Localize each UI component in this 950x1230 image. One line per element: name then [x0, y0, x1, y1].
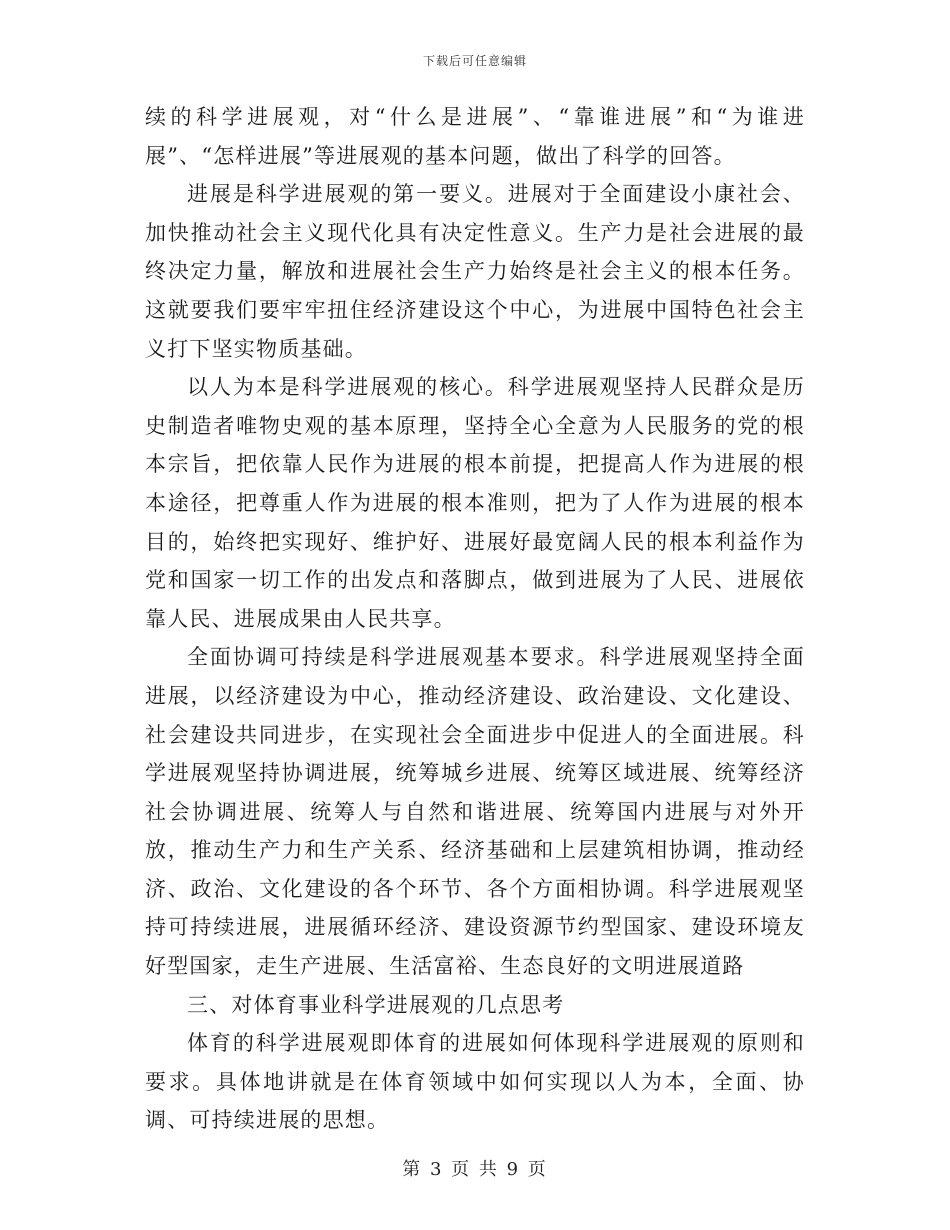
page-footer	[0, 1155, 950, 1181]
paragraph-people-oriented: 以人为本是科学进展观的核心。科学进展观坚持人民群众是历史制造者唯物史观的基本原理，坚持全心全意为人民服务的党的根本宗旨，把依靠人民作为进展的根本前提，把提高人作为进展的根本途径，把尊重人作为进展的根本准则，把为了人作为进展的根本目的，始终把实现好、维护好、进展好最宽阔人民的根本利益作为党和国家一切工作的出发点和落脚点，做到进展为了人民、进展依靠人民、进展成果由人民共享。	[145, 375, 805, 631]
page-number-label: 第 3 页 共 9 页	[402, 1159, 548, 1180]
page-header: 下载后可任意编辑	[422, 54, 527, 68]
document-body	[145, 98, 805, 1140]
paragraph-sports-development: 体育的科学进展观即体育的进展如何体现科学进展观的原则和要求。具体地讲就是在体育领域中如何实现以人为本，全面、协调、可持续进展的思想。	[145, 1031, 805, 1133]
paragraph-continuation: 续的科学进展观，对“什么是进展”、“靠谁进展”和“为谁进展”、“怎样进展”等进展观的基本问题，做出了科学的回答。	[145, 105, 805, 168]
paragraph-comprehensive-coordination: 全面协调可持续是科学进展观基本要求。科学进展观坚持全面进展，以经济建设为中心，推动经济建设、政治建设、文化建设、社会建设共同进步，在实现社会全面进步中促进人的全面进展。科学进展观坚持协调进展，统筹城乡进展、统筹区域进展、统筹经济社会协调进展、统筹人与自然和谐进展、统筹国内进展与对外开放，推动生产力和生产关系、经济基础和上层建筑相协调，推动经济、政治、文化建设的各个环节、各个方面相协调。科学进展观坚持可持续进展，进展循环经济、建设资源节约型国家、建设环境友好型国家，走生产进展、生活富裕、生态良好的文明进展道路	[145, 645, 805, 979]
section-heading-three: 三、对体育事业科学进展观的几点思考	[187, 992, 565, 1017]
paragraph-first-requirement: 进展是科学进展观的第一要义。进展对于全面建设小康社会、加快推动社会主义现代化具有决定性意义。生产力是社会进展的最终决定力量，解放和进展社会生产力始终是社会主义的根本任务。这就要我们要牢牢扭住经济建设这个中心，为进展中国特色社会主义打下坚实物质基础。	[145, 182, 805, 361]
